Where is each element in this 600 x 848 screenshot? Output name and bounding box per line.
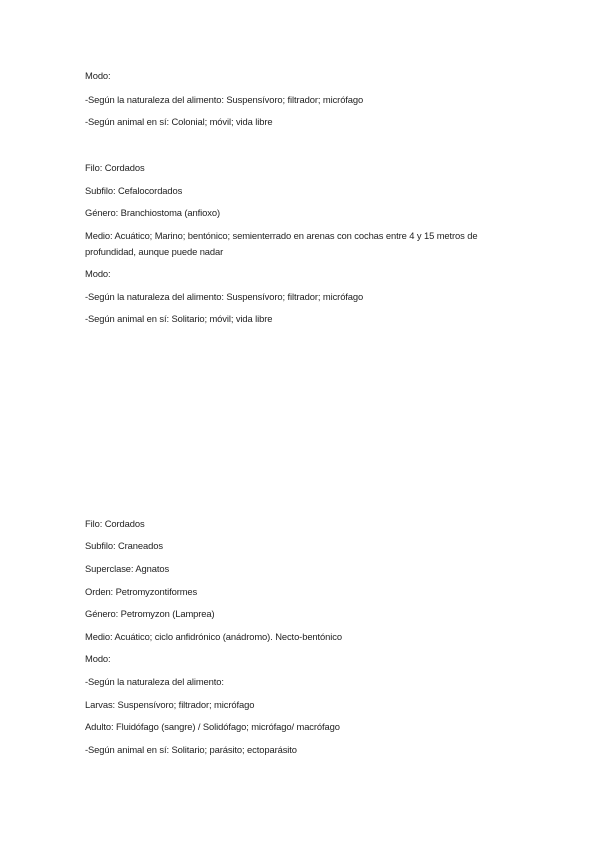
medio-line-3: Medio: Acuático; ciclo anfidrónico (anádromo). Necto-bentónico [85,631,342,642]
modo-label-2: Modo: [85,268,111,279]
food-nature-line-3: -Según la naturaleza del alimento: [85,676,224,687]
larvas-line-3: Larvas: Suspensívoro; filtrador; micrófago [85,699,255,710]
food-nature-line-1: -Según la naturaleza del alimento: Suspensívoro; filtrador; micrófago [85,94,364,105]
superclase-line-3: Superclase: Agnatos [85,563,170,574]
medio-line-2: Medio: Acuático; Marino; bentónico; semienterrado en arenas con cochas entre 4 y 15 metros de profundidad, aunque puede nadar [85,230,478,257]
orden-line-3: Orden: Petromyzontiformes [85,586,198,597]
modo-label-1: Modo: [85,70,111,81]
subfilo-line-2: Subfilo: Cefalocordados [85,185,183,196]
modo-label-3: Modo: [85,653,111,664]
genero-line-3: Género: Petromyzon (Lamprea) [85,608,215,619]
filo-line-2: Filo: Cordados [85,162,145,173]
genero-line-2: Género: Branchiostoma (anfioxo) [85,207,220,218]
food-nature-line-2: -Según la naturaleza del alimento: Suspensívoro; filtrador; micrófago [85,291,364,302]
animal-line-2: -Según animal en sí: Solitario; móvil; vida libre [85,313,273,324]
animal-line-3: -Según animal en sí: Solitario; parásito; ectoparásito [85,744,297,755]
subfilo-line-3: Subfilo: Craneados [85,540,163,551]
filo-line-3: Filo: Cordados [85,518,145,529]
animal-line-1: -Según animal en sí: Colonial; móvil; vida libre [85,116,273,127]
adulto-line-3: Adulto: Fluidófago (sangre) / Solidófago; micrófago/ macrófago [85,721,340,732]
